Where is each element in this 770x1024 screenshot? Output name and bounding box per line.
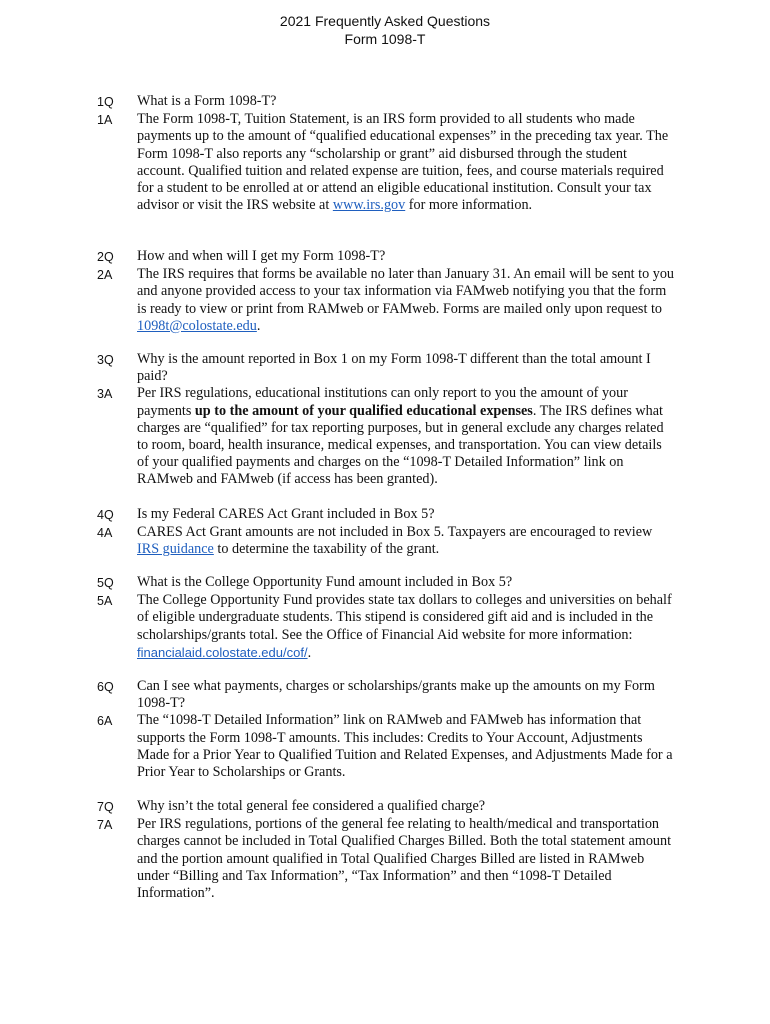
faq-item-2 — [97, 248, 677, 335]
question-label: 7Q — [97, 800, 114, 814]
answer-text-part: . — [256, 317, 261, 334]
faq-answer-row — [97, 111, 677, 214]
question-label: 3Q — [97, 353, 114, 367]
document-title: 2021 Frequently Asked Questions — [279, 13, 491, 29]
question-text: What is a Form 1098-T? — [137, 93, 277, 109]
answer-text-part: . — [307, 644, 312, 661]
faq-item-7 — [97, 798, 677, 902]
answer-text-part: The Form 1098-T, Tuition Statement, is an IRS form provided to all students who made payments up to the amount of “qualified educational expenses” in the preceding tax year. The Form 1098-T also reports any “scholarship or grant” aid disbursed through the student account. Qualified tuition and related expense are tuition, fees, and course materials required for a student to be enrolled at or attend an eligible educational institution. Consult your tax advisor or visit the IRS website at — [137, 111, 669, 214]
faq-item-4 — [97, 506, 677, 559]
faq-question-row — [97, 351, 677, 385]
answer-label: 1A — [97, 113, 113, 128]
question-label: 6Q — [97, 680, 114, 694]
document-subtitle: Form 1098-T — [344, 31, 426, 47]
answer-label: 4A — [97, 526, 113, 541]
answer-text-part: to determine the taxability of the grant. — [213, 541, 440, 558]
faq-question-row — [97, 678, 677, 712]
faq-answer-row — [97, 385, 677, 488]
question-text: What is the College Opportunity Fund amount included in Box 5? — [137, 574, 513, 590]
faq-answer-row — [97, 712, 677, 781]
faq-question-row — [97, 574, 677, 592]
question-label: 1Q — [97, 95, 114, 109]
question-label: 2Q — [97, 250, 114, 264]
financial-aid-link[interactable]: financialaid.colostate.edu/cof/ — [137, 644, 308, 660]
answer-text — [137, 266, 677, 335]
answer-text-part: for more information. — [405, 197, 533, 214]
faq-answer-row — [97, 524, 677, 558]
faq-question-row — [97, 93, 677, 111]
faq-question-row — [97, 798, 677, 816]
answer-text-part: The College Opportunity Fund provides state tax dollars to colleges and universities on behalf of eligible undergraduate students. This stipend is considered gift aid and is included in the scholarships/grants total. See the Office of Financial Aid website for more information: — [137, 592, 672, 643]
answer-text-part: . The IRS defines what charges are “qualified” for tax reporting purposes, but in general exclude any charges related to room, board, health insurance, medical expenses, and transportation. You can view details of your qualified payments and charges on the “1098-T Detailed Information” link on RAMweb and FAMweb (if access has been granted). — [137, 402, 664, 488]
faq-question-row — [97, 248, 677, 266]
answer-label: 2A — [97, 268, 113, 283]
answer-label: 6A — [97, 714, 113, 729]
answer-emphasis: up to the amount of your qualified educational expenses — [194, 402, 533, 419]
question-label: 4Q — [97, 508, 114, 522]
answer-text: The “1098-T Detailed Information” link on RAMweb and FAMweb has information that supports the Form 1098-T amounts. This includes: Credits to Your Account, Adjustments Made for a Prior Year to Qualified Tuition and Related Expenses, and Adjustments Made for a Prior Year to Scholarships or Grants. — [137, 712, 673, 781]
faq-item-6 — [97, 678, 677, 781]
answer-text — [137, 524, 677, 558]
irs-guidance-link[interactable]: IRS guidance — [137, 541, 214, 558]
answer-text-part: The IRS requires that forms be available no later than January 31. An email will be sent to you and anyone provided access to your tax information via FAMweb notifying you that the form is ready to view or print from RAMweb or FAMweb. Forms are mailed only upon request to — [137, 266, 675, 317]
answer-label: 3A — [97, 387, 113, 402]
email-link[interactable]: 1098t@colostate.edu — [137, 317, 257, 334]
answer-text — [137, 385, 677, 488]
answer-text-part: Per IRS regulations, educational institutions can only report to you the amount of your payments — [137, 385, 628, 419]
answer-text: Per IRS regulations, portions of the general fee relating to health/medical and transportation charges cannot be included in Total Qualified Charges Billed. Both the total statement amount and the portion amount qualified in Total Qualified Charges Billed are listed in RAMweb under “Billing and Tax Information”, “Tax Information” and then “1098-T Detailed Information”. — [137, 816, 672, 902]
irs-website-link[interactable]: www.irs.gov — [332, 197, 406, 214]
faq-item-3 — [97, 351, 677, 489]
question-text: How and when will I get my Form 1098-T? — [137, 248, 386, 264]
answer-text-part: CARES Act Grant amounts are not included in Box 5. Taxpayers are encouraged to review — [137, 524, 653, 541]
faq-answer-row — [97, 816, 677, 902]
faq-item-5 — [97, 574, 677, 662]
answer-label: 7A — [97, 818, 113, 833]
question-text: Can I see what payments, charges or scholarships/grants make up the amounts on my Form 1098-T? — [137, 678, 655, 712]
question-text: Why is the amount reported in Box 1 on my Form 1098-T different than the total amount I paid? — [137, 351, 651, 385]
faq-answer-row — [97, 592, 677, 662]
faq-answer-row — [97, 266, 677, 335]
answer-text — [137, 592, 677, 662]
faq-item-1 — [97, 93, 677, 214]
question-text: Is my Federal CARES Act Grant included in Box 5? — [137, 506, 435, 522]
faq-question-row — [97, 506, 677, 524]
answer-text — [137, 111, 677, 214]
question-text: Why isn’t the total general fee considered a qualified charge? — [137, 798, 486, 814]
document-header — [0, 12, 770, 48]
question-label: 5Q — [97, 576, 114, 590]
answer-label: 5A — [97, 594, 113, 609]
